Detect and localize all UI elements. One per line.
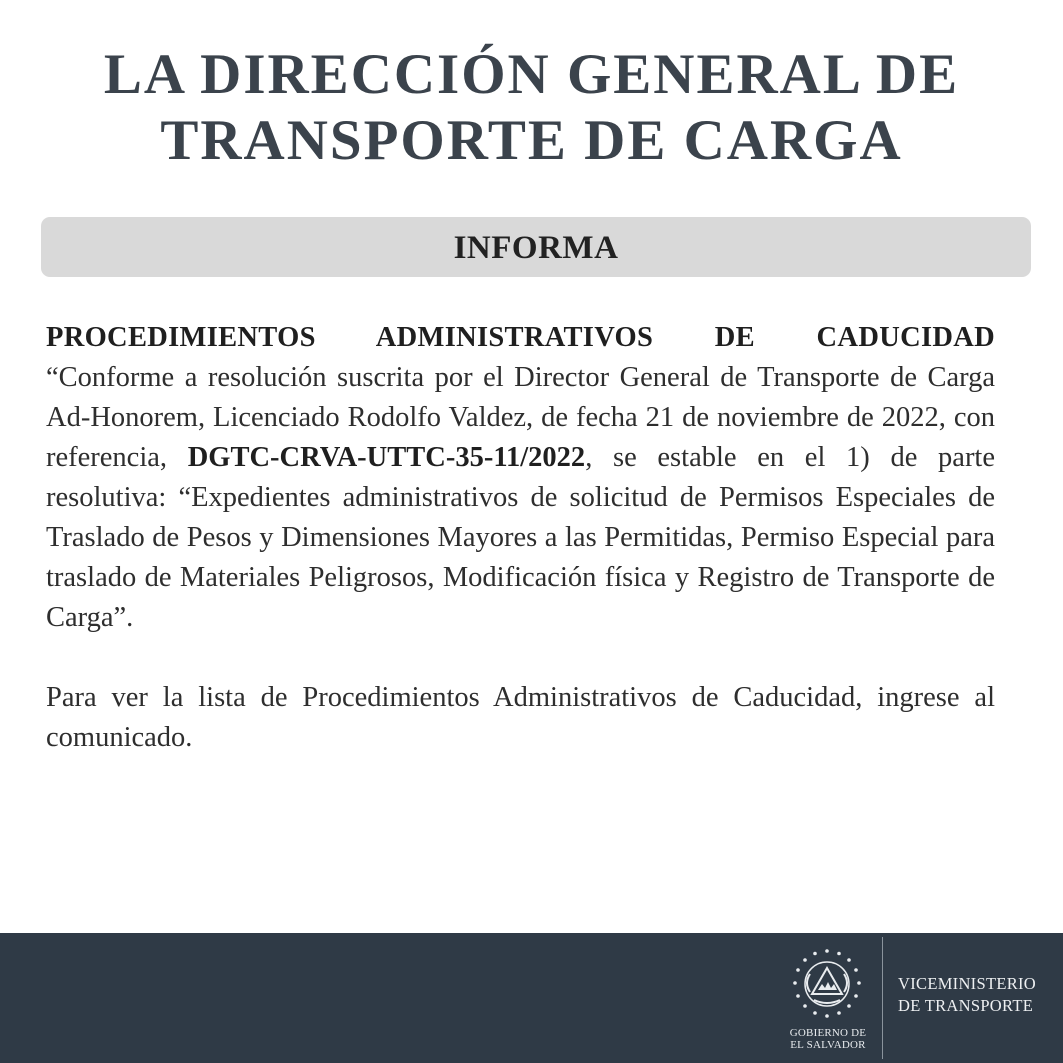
informa-banner: INFORMA xyxy=(41,217,1031,277)
notice-body-part-1: “Conforme a resolución suscrita por el Director General de Transporte de Carga Ad-Honorem, Licenciado Rodolfo Valdez, de fecha 21 de noviembre de 2022, con referencia, xyxy=(46,362,995,473)
notice-heading: PROCEDIMIENTOS ADMINISTRATIVOS DE CADUCIDAD xyxy=(46,322,995,353)
footer-bar xyxy=(0,933,1063,1063)
notice-body xyxy=(46,358,995,638)
notice-body-part-2: , se estable en el 1) de parte resolutiva: “Expedientes administrativos de solicitud de Permisos Especiales de Traslado de Pesos y Dimensiones Mayores a las Permitidas, Permiso Especial para traslado de Materiales Peligrosos, Modificación física y Registro de Transporte de Carga”. xyxy=(46,442,996,633)
viceministerio-label xyxy=(898,973,1036,1017)
page-title-line-2: TRANSPORTE DE CARGA xyxy=(160,109,903,172)
gobierno-label-line-1: GOBIERNO DE xyxy=(789,1027,867,1039)
gobierno-el-salvador-label xyxy=(770,1027,886,1051)
viceministerio-label-line-1: VICEMINISTERIO xyxy=(898,974,1037,993)
el-salvador-coat-of-arms-icon xyxy=(790,947,864,1021)
footer-divider xyxy=(882,937,883,1059)
page-title-line-1: LA DIRECCIÓN GENERAL DE xyxy=(103,43,960,106)
notice-reference: DGTC-CRVA-UTTC-35-11/2022 xyxy=(187,442,586,473)
viceministerio-label-line-2: DE TRANSPORTE xyxy=(898,996,1034,1015)
gobierno-label-line-2: EL SALVADOR xyxy=(790,1039,866,1051)
page-title xyxy=(0,42,1063,174)
notice-closing: Para ver la lista de Procedimientos Administrativos de Caducidad, ingrese al comunicado. xyxy=(46,682,995,753)
notice-content xyxy=(46,318,995,758)
